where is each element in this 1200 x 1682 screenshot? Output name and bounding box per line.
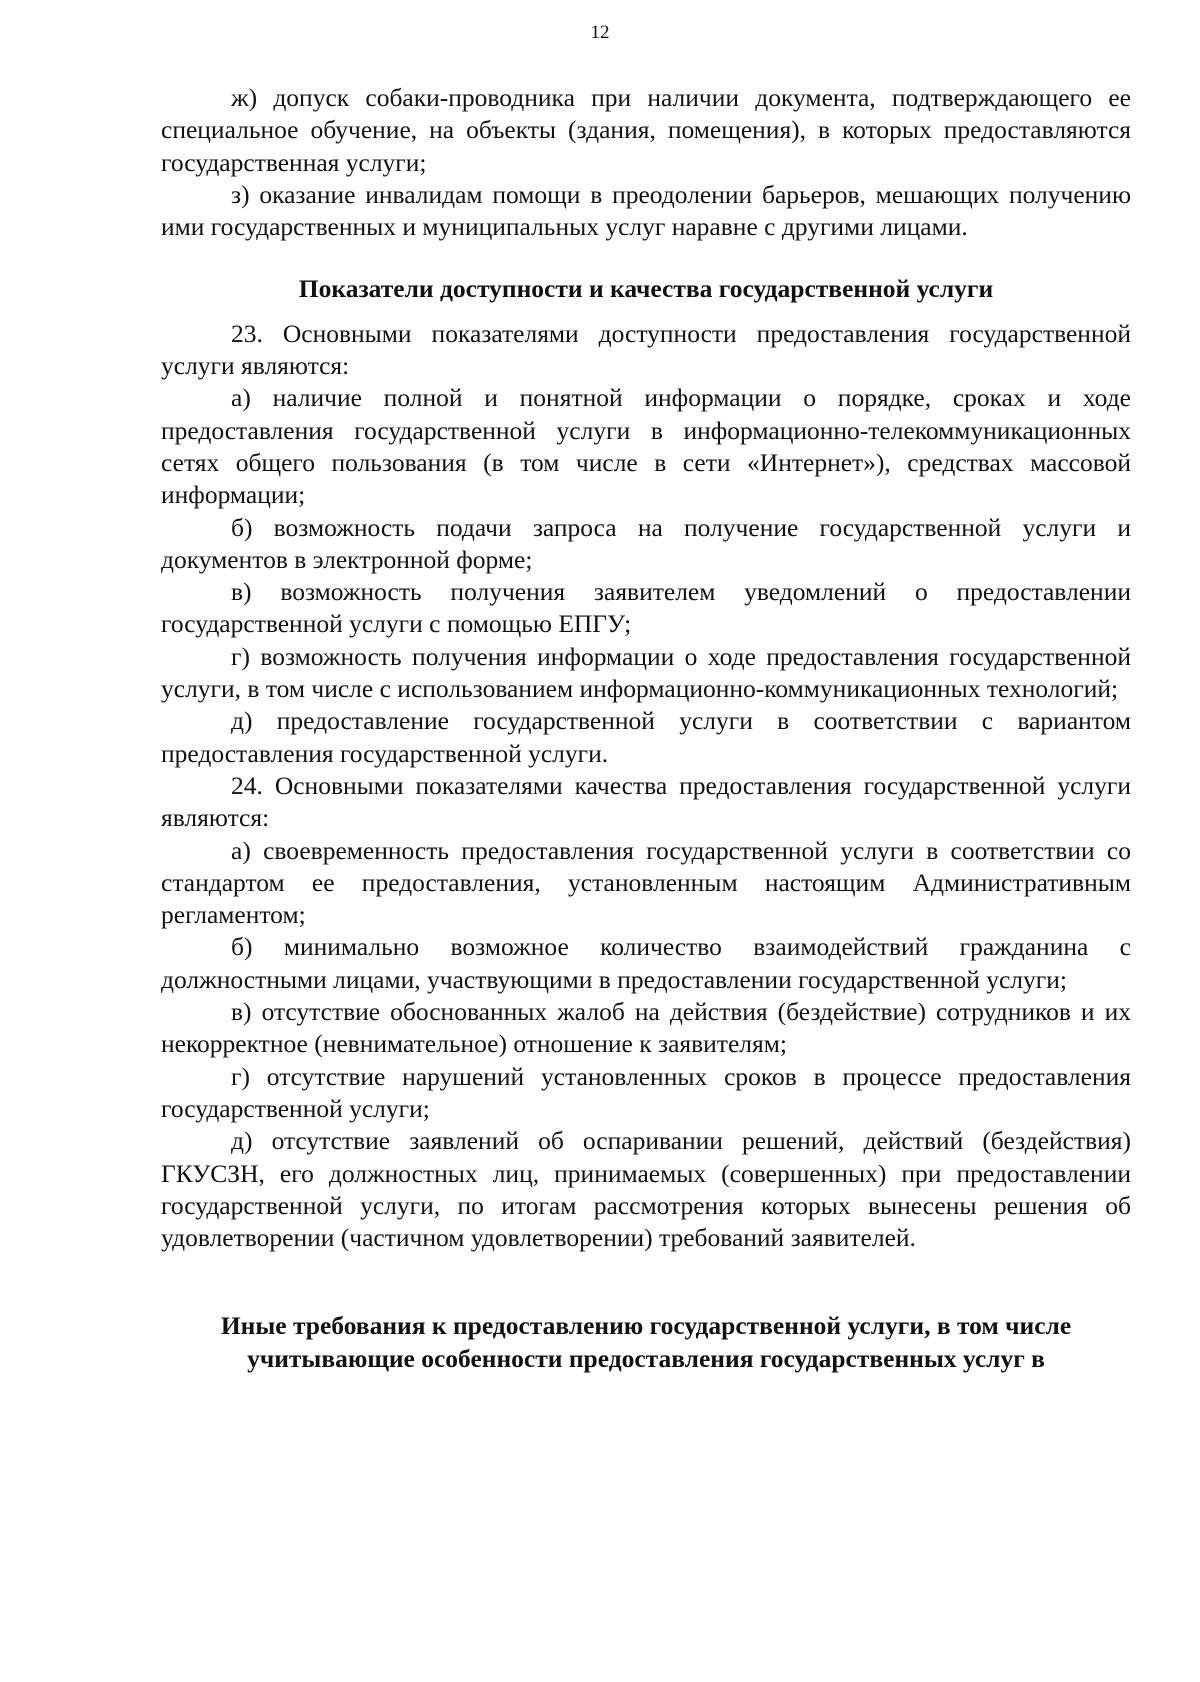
paragraph-24-g: г) отсутствие нарушений установленных сроков в процессе предоставления государственной услуги;	[161, 1061, 1131, 1123]
paragraph-item-z: з) оказание инвалидам помощи в преодолении барьеров, мешающих получению ими государственных и муниципальных услуг наравне с другими лицами.	[161, 179, 1131, 242]
final-heading: Иные требования к предоставлению государственной услуги, в том числе учитывающие особенности предоставления государственных услуг в	[220, 1311, 1072, 1373]
paragraph-24-d: д) отсутствие заявлений об оспаривании решений, действий (бездействия) ГКУСЗН, его должностных лиц, принимаемых (совершенных) при предоставлении государственной услуги, по итогам рассмотрения которых вынесены решения об удовлетворении (частичном удовлетворении) требований заявителей.	[161, 1126, 1131, 1253]
paragraph-23-v: в) возможность получения заявителем уведомлений о предоставлении государственной услуги с помощью ЕПГУ;	[161, 577, 1131, 639]
paragraph-24: 24. Основными показателями качества предоставления государственной услуги являются:	[161, 770, 1131, 833]
paragraph-24-v: в) отсутствие обоснованных жалоб на действия (бездействие) сотрудников и их некорректное (невнимательное) отношение к заявителям;	[161, 997, 1131, 1059]
paragraph-24-a: а) своевременность предоставления государственной услуги в соответствии со стандартом ее предоставления, установленным настоящим Административным регламентом;	[161, 835, 1131, 930]
paragraph-23-g: г) возможность получения информации о ходе предоставления государственной услуги, в том числе с использованием информационно-коммуникационных технологий;	[161, 641, 1131, 704]
paragraph-item-zh: ж) допуск собаки-проводника при наличии документа, подтверждающего ее специальное обучение, на объекты (здания, помещения), в которых предоставляются государственная услуги;	[161, 83, 1131, 177]
section-heading: Показатели доступности и качества государственной услуги	[298, 274, 994, 304]
paragraph-23: 23. Основными показателями доступности предоставления государственной услуги являются:	[161, 318, 1131, 381]
paragraph-24-b: б) минимально возможное количество взаимодействий гражданина с должностными лицами, участвующими в предоставлении государственной услуги;	[161, 932, 1131, 994]
paragraph-23-d: д) предоставление государственной услуги в соответствии с вариантом предоставления государственной услуги.	[161, 706, 1131, 768]
document-body	[161, 82, 1131, 1375]
paragraph-23-a: а) наличие полной и понятной информации о порядке, сроках и ходе предоставления государственной услуги в информационно-телекоммуникационных сетях общего пользования (в том числе в сети «Интернет»), средствах массовой информации;	[161, 383, 1131, 510]
page-number: 12	[590, 22, 610, 43]
paragraph-23-b: б) возможность подачи запроса на получение государственной услуги и документов в электронной форме;	[161, 512, 1131, 574]
